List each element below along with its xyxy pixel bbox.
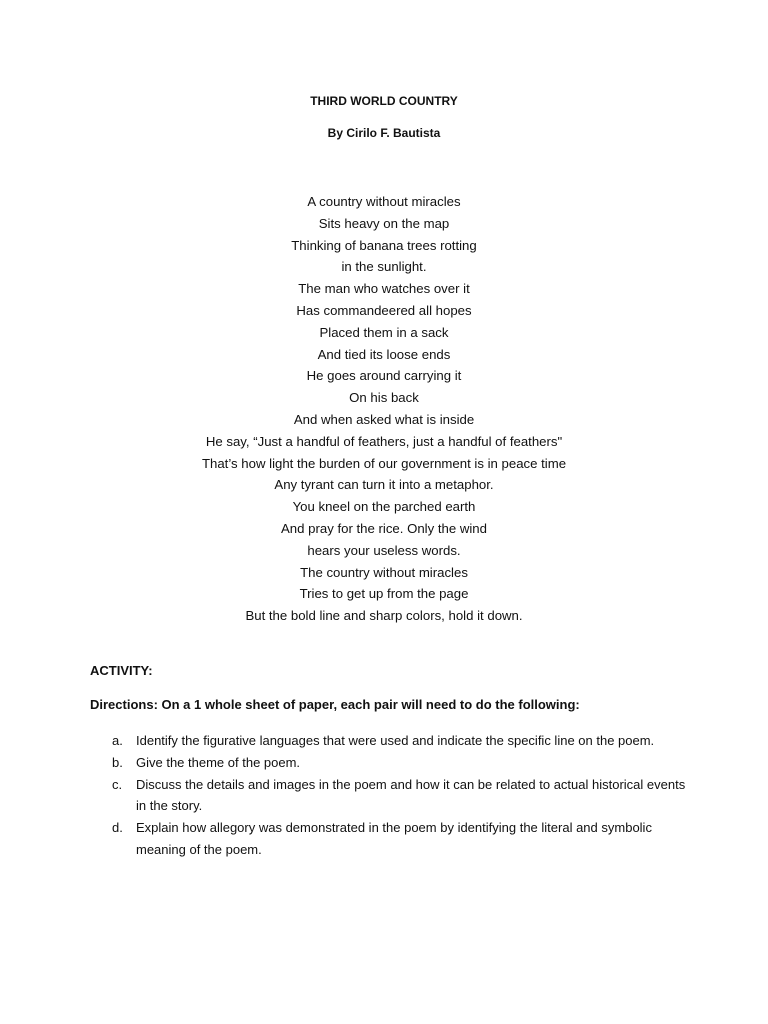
task-item-a — [0, 730, 696, 752]
poem-line: Placed them in a sack — [319, 324, 449, 340]
poem-line: He say, “Just a handful of feathers, just a handful of feathers" — [205, 433, 563, 449]
task-list — [0, 730, 768, 861]
poem-line: hears your useless words. — [307, 542, 461, 558]
poem-line: Tries to get up from the page — [299, 586, 469, 602]
task-text: Identify the figurative languages that were used and indicate the specific line on the poem. — [136, 733, 655, 748]
task-item-d — [0, 817, 696, 861]
poem-line: A country without miracles — [307, 194, 461, 209]
poem-body — [0, 191, 768, 627]
poem-line: And pray for the rice. Only the wind — [281, 520, 487, 536]
task-item-c — [0, 774, 696, 818]
task-item-b — [0, 752, 696, 774]
task-marker: b. — [112, 754, 123, 770]
poem-line: Any tyrant can turn it into a metaphor. — [274, 477, 494, 493]
poem-title: THIRD WORLD COUNTRY — [310, 94, 458, 108]
poem-author: By Cirilo F. Bautista — [327, 126, 441, 140]
task-text: Give the theme of the poem. — [136, 754, 301, 770]
poem-line: You kneel on the parched earth — [292, 499, 476, 515]
poem-line: On his back — [349, 390, 419, 406]
poem-line: The country without miracles — [300, 564, 468, 580]
poem-line: in the sunlight. — [341, 259, 427, 275]
poem-line: He goes around carrying it — [306, 368, 462, 384]
poem-line: Sits heavy on the map — [318, 215, 450, 231]
task-marker: a. — [112, 733, 123, 748]
activity-directions: Directions: On a 1 whole sheet of paper, each pair will need to do the following: — [90, 697, 580, 712]
task-text: Explain how allegory was demonstrated in the poem by identifying the literal and symbolic meaning of the poem. — [136, 820, 652, 857]
poem-line: Thinking of banana trees rotting — [291, 237, 477, 253]
activity-heading: ACTIVITY: — [90, 663, 153, 678]
poem-line: Has commandeered all hopes — [296, 302, 472, 318]
poem-line: And when asked what is inside — [293, 411, 475, 427]
task-marker: c. — [112, 776, 123, 792]
poem-line: The man who watches over it — [298, 281, 470, 297]
poem-line: And tied its loose ends — [317, 346, 451, 362]
poem-line: But the bold line and sharp colors, hold it down. — [245, 608, 523, 624]
poem-line: That’s how light the burden of our government is in peace time — [201, 455, 567, 471]
task-marker: d. — [112, 820, 123, 836]
task-text: Discuss the details and images in the poem and how it can be related to actual historical events in the story. — [136, 776, 686, 814]
